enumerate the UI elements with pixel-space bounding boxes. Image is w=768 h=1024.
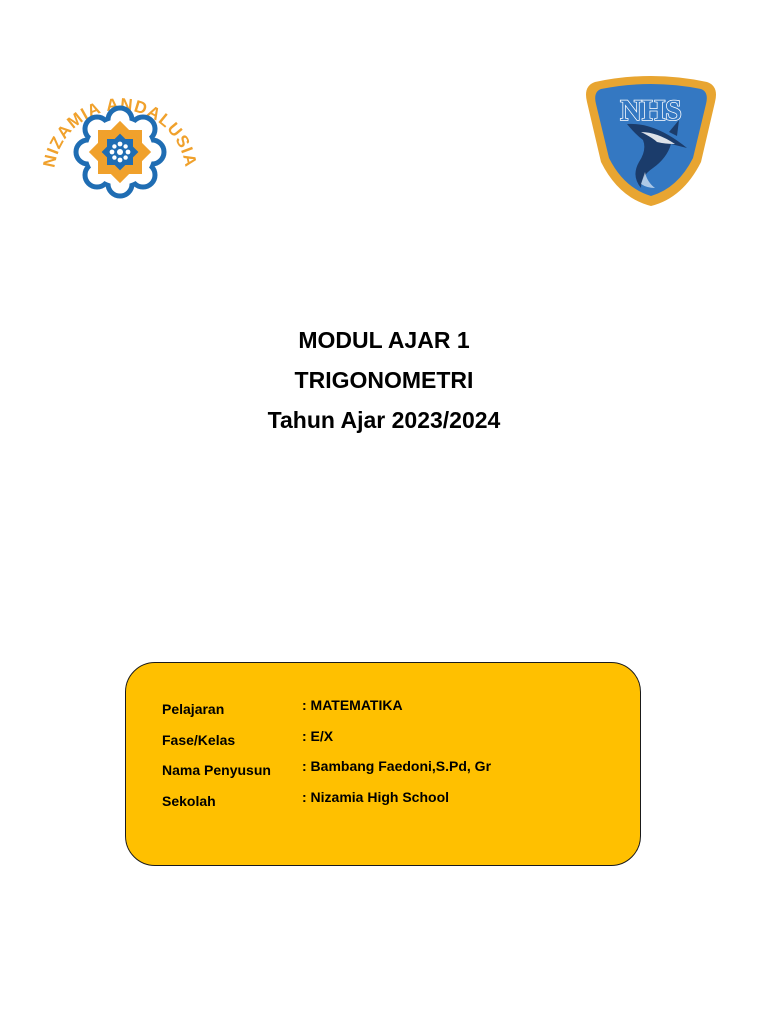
topic-title: TRIGONOMETRI	[294, 367, 474, 393]
info-value: : E/X	[302, 728, 334, 744]
nizamia-andalusia-logo	[40, 68, 200, 208]
info-label: Fase/Kelas	[162, 732, 236, 748]
nizamia-andalusia-emblem-icon	[40, 68, 200, 208]
nhs-shark-shield-icon	[583, 72, 719, 206]
emblem-flower-ring	[76, 108, 164, 196]
logo-wordmark-text: NIZAMIA ANDALUSIA	[40, 94, 200, 170]
module-title: MODUL AJAR 1	[298, 327, 470, 353]
info-label: Nama Penyusun	[162, 762, 271, 778]
nhs-wordmark-text: NHS	[620, 94, 682, 127]
nhs-logo	[583, 72, 719, 206]
academic-year: Tahun Ajar 2023/2024	[267, 407, 501, 433]
info-value: : Bambang Faedoni,S.Pd, Gr	[302, 758, 492, 774]
info-label: Sekolah	[162, 793, 216, 809]
module-info-box	[125, 662, 641, 866]
title-block	[0, 320, 768, 440]
info-label: Pelajaran	[162, 701, 225, 717]
info-value: : MATEMATIKA	[302, 697, 403, 713]
info-value: : Nizamia High School	[302, 789, 450, 805]
